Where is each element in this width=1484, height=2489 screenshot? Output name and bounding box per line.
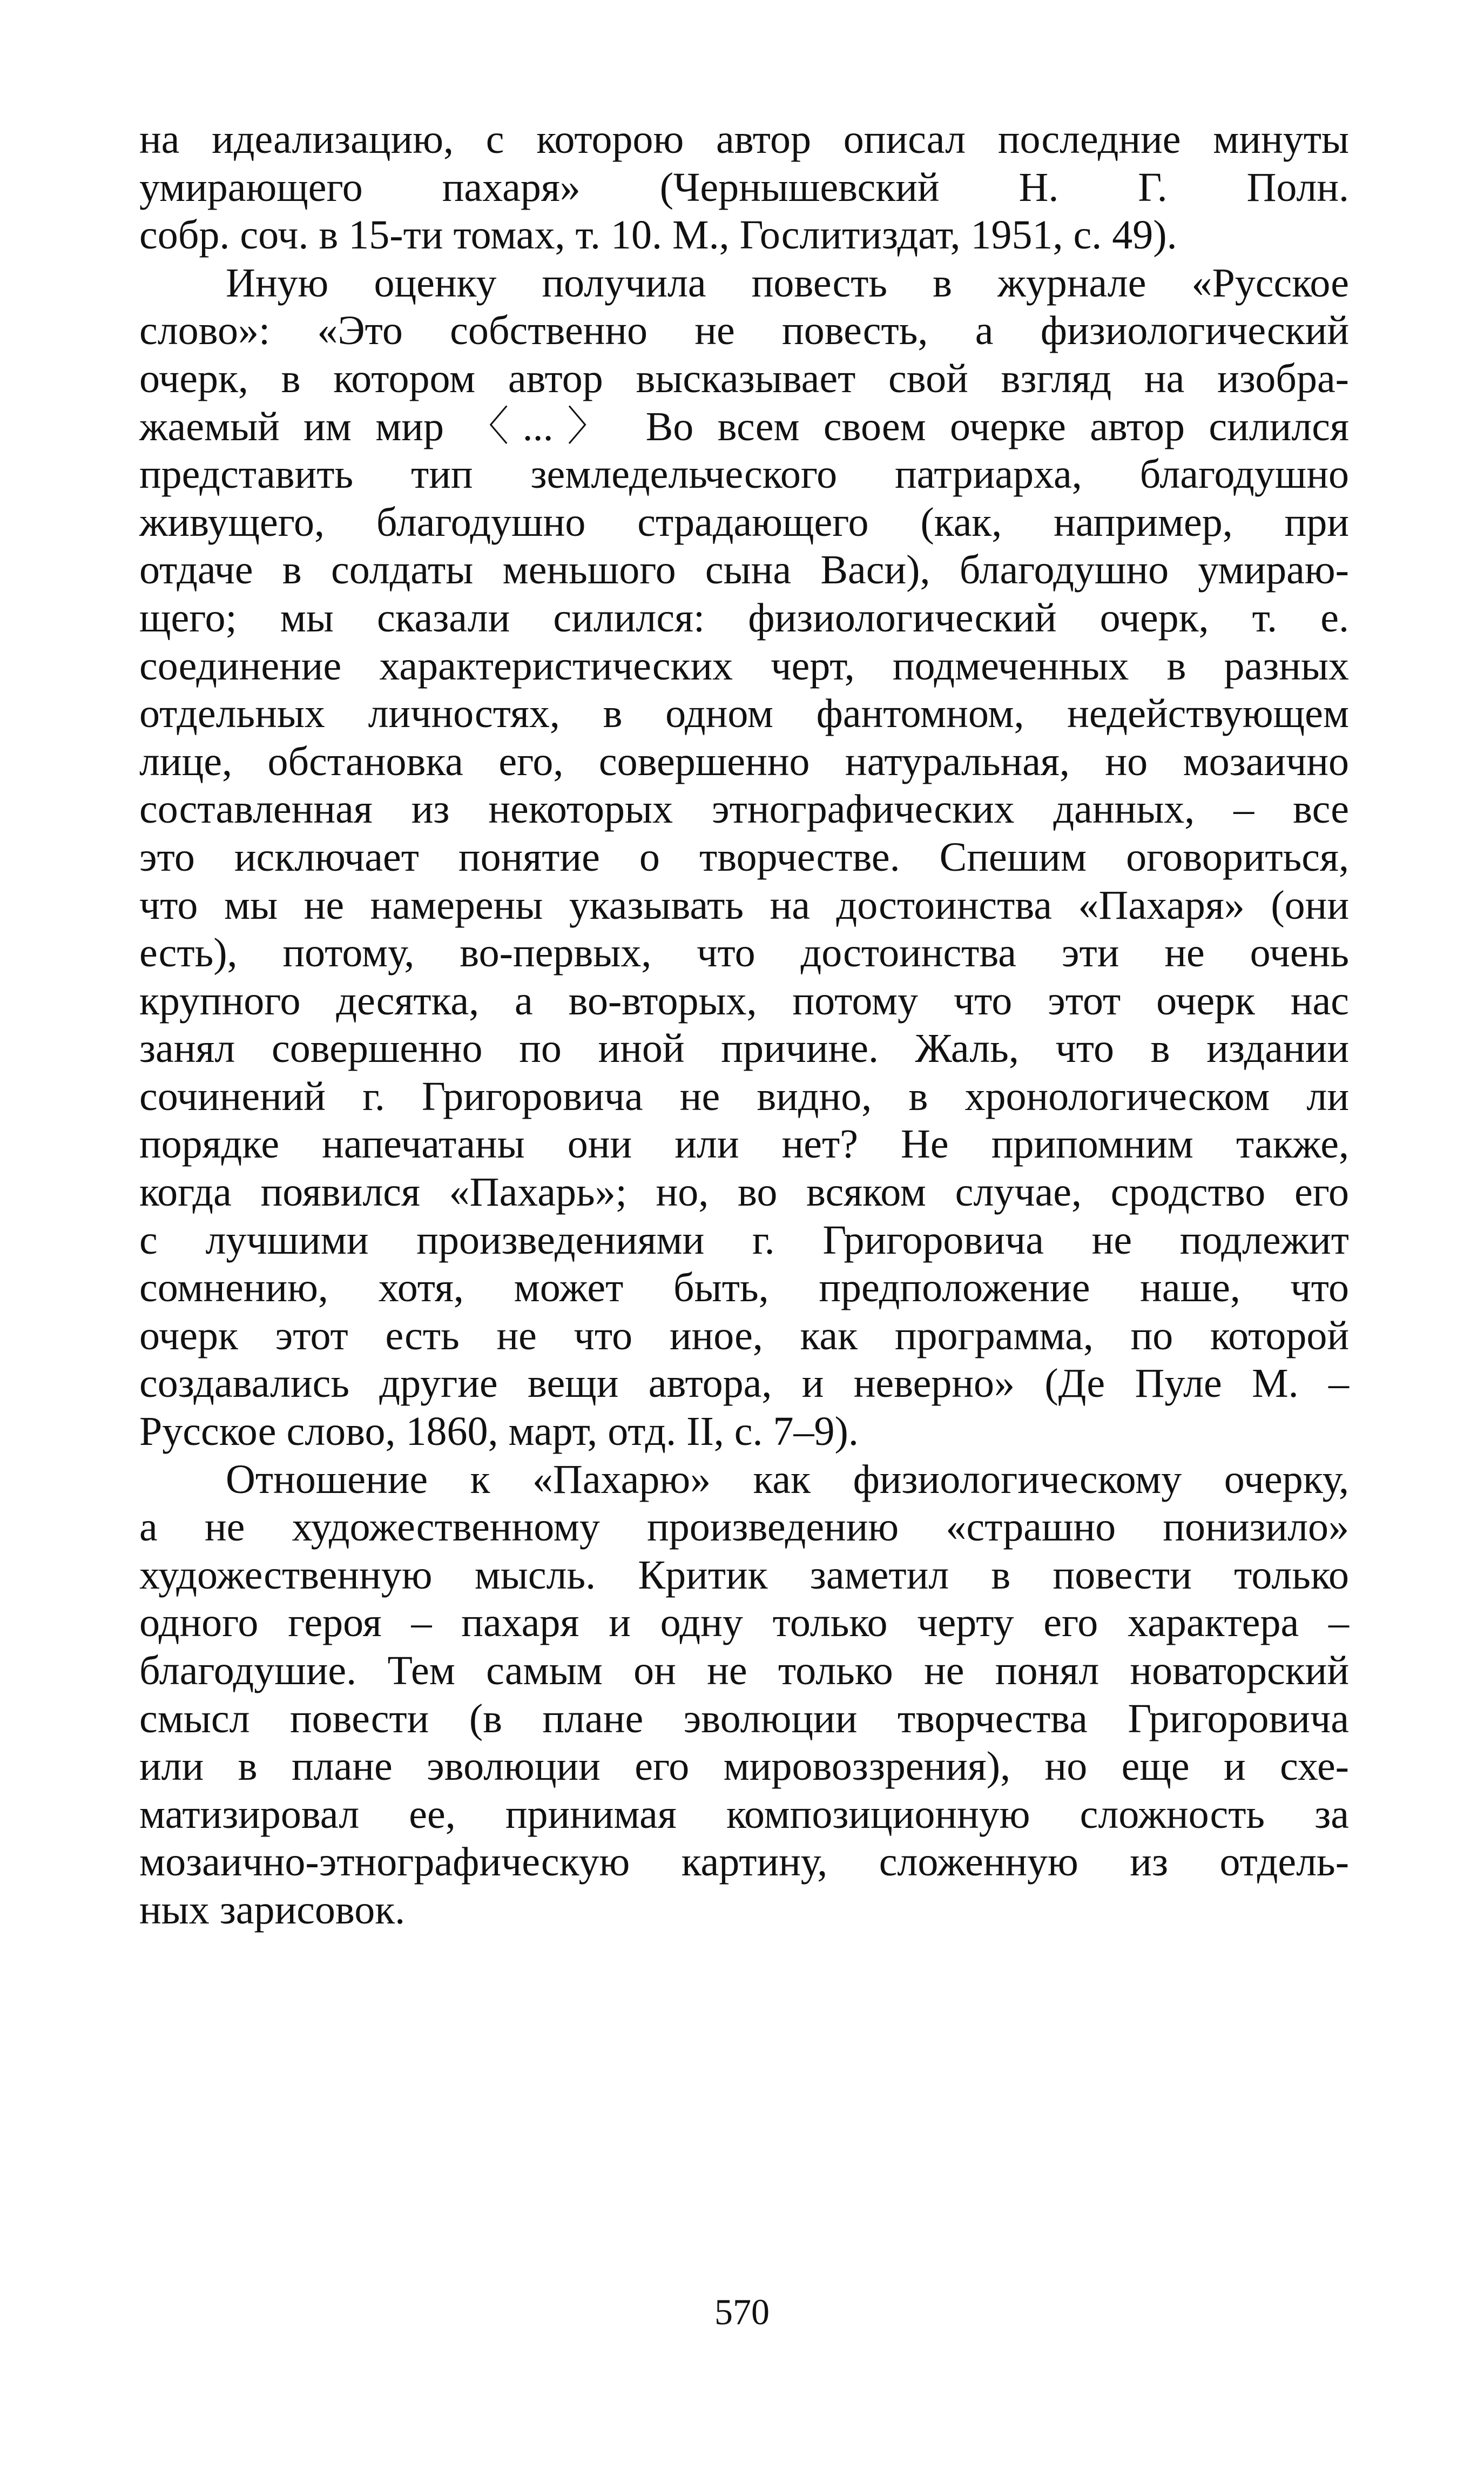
text-line: когда появился «Пахарь»; но, во всяком случае, сродство его [139,1169,1349,1215]
text-line: а не художественному произведению «страшно понизило» [139,1504,1349,1550]
text-line: крупного десятка, а во-вторых, потому что этот очерк нас [139,978,1349,1024]
text-line: щего; мы сказали силился: физиологический очерк, т. е. [139,595,1349,641]
text-line: лице, обстановка его, совершенно натуральная, но мозаично [139,738,1349,784]
text-line: создавались другие вещи автора, и неверно» (Де Пуле М. – [139,1361,1349,1407]
text-line: художественную мысль. Критик заметил в повести только [139,1552,1349,1598]
text-line: отдаче в солдаты меньшого сына Васи), благодушно умираю- [139,547,1349,593]
text-line: Иную оценку получила повесть в журнале «Русское [226,260,1349,306]
text-line: благодушие. Тем самым он не только не понял новаторский [139,1648,1349,1693]
paragraph-2 [139,259,1349,1456]
text-line: очерк, в котором автор высказывает свой взгляд на изобра- [139,355,1349,401]
text-line: с лучшими произведениями г. Григоровича не подлежит [139,1217,1349,1263]
text-line: это исключает понятие о творчестве. Спешим оговориться, [139,834,1349,880]
text-line: мозаично-этнографическую картину, сложенную из отдель- [139,1839,1349,1885]
text-line: составленная из некоторых этнографических данных, – все [139,786,1349,832]
text-line: жаемый им мир 〈...〉 Во всем своем очерке автор силился [139,403,1349,449]
text-line: сомнению, хотя, может быть, предположение наше, что [139,1265,1349,1311]
text-line: собр. соч. в 15-ти томах, т. 10. М., Гослитиздат, 1951, с. 49). [139,212,1177,258]
text-line: или в плане эволюции его мировоззрения), но еще и схе- [139,1744,1349,1790]
text-line: одного героя – пахаря и одну только черту его характера – [139,1600,1349,1646]
text-line: отдельных личностях, в одном фантомном, недействующем [139,691,1349,737]
text-line: представить тип земледельческого патриарха, благодушно [139,452,1349,497]
text-line-spaced-author [139,164,1349,212]
text-line: слово»: «Это собственно не повесть, а физиологический [139,308,1349,354]
page-number: 570 [714,2291,770,2332]
text-line: Отношение к «Пахарю» как физиологическому очерку, [226,1456,1349,1502]
text-line: живущего, благодушно страдающего (как, например, при [139,499,1349,545]
text-line: смысл повести (в плане эволюции творчества Григоровича [139,1696,1349,1741]
text-line: умирающего пахаря» (Чернышевский Н. Г. Полн. [139,164,1349,210]
paragraph-1 [139,116,1349,259]
text-line: занял совершенно по иной причине. Жаль, что в издании [139,1026,1349,1072]
text-line: есть), потому, во-первых, что достоинства эти не очень [139,930,1349,976]
text-line: порядке напечатаны они или нет? Не припомним также, [139,1121,1349,1167]
text-line: соединение характеристических черт, подмеченных в разных [139,643,1349,689]
text-line: Русское слово, 1860, март, отд. II, с. 7–9). [139,1409,859,1455]
text-line: очерк этот есть не что иное, как программа, по которой [139,1313,1349,1358]
text-line: матизировал ее, принимая композиционную сложность за [139,1791,1349,1837]
text-line: ных зарисовок. [139,1887,406,1933]
page-body [139,116,1349,1934]
text-line: сочинений г. Григоровича не видно, в хронологическом ли [139,1073,1349,1119]
text-line: на идеализацию, с которою автор описал последние минуты [139,117,1349,162]
text-line: что мы не намерены указывать на достоинства «Пахаря» (они [139,882,1349,928]
paragraph-3 [139,1456,1349,1934]
